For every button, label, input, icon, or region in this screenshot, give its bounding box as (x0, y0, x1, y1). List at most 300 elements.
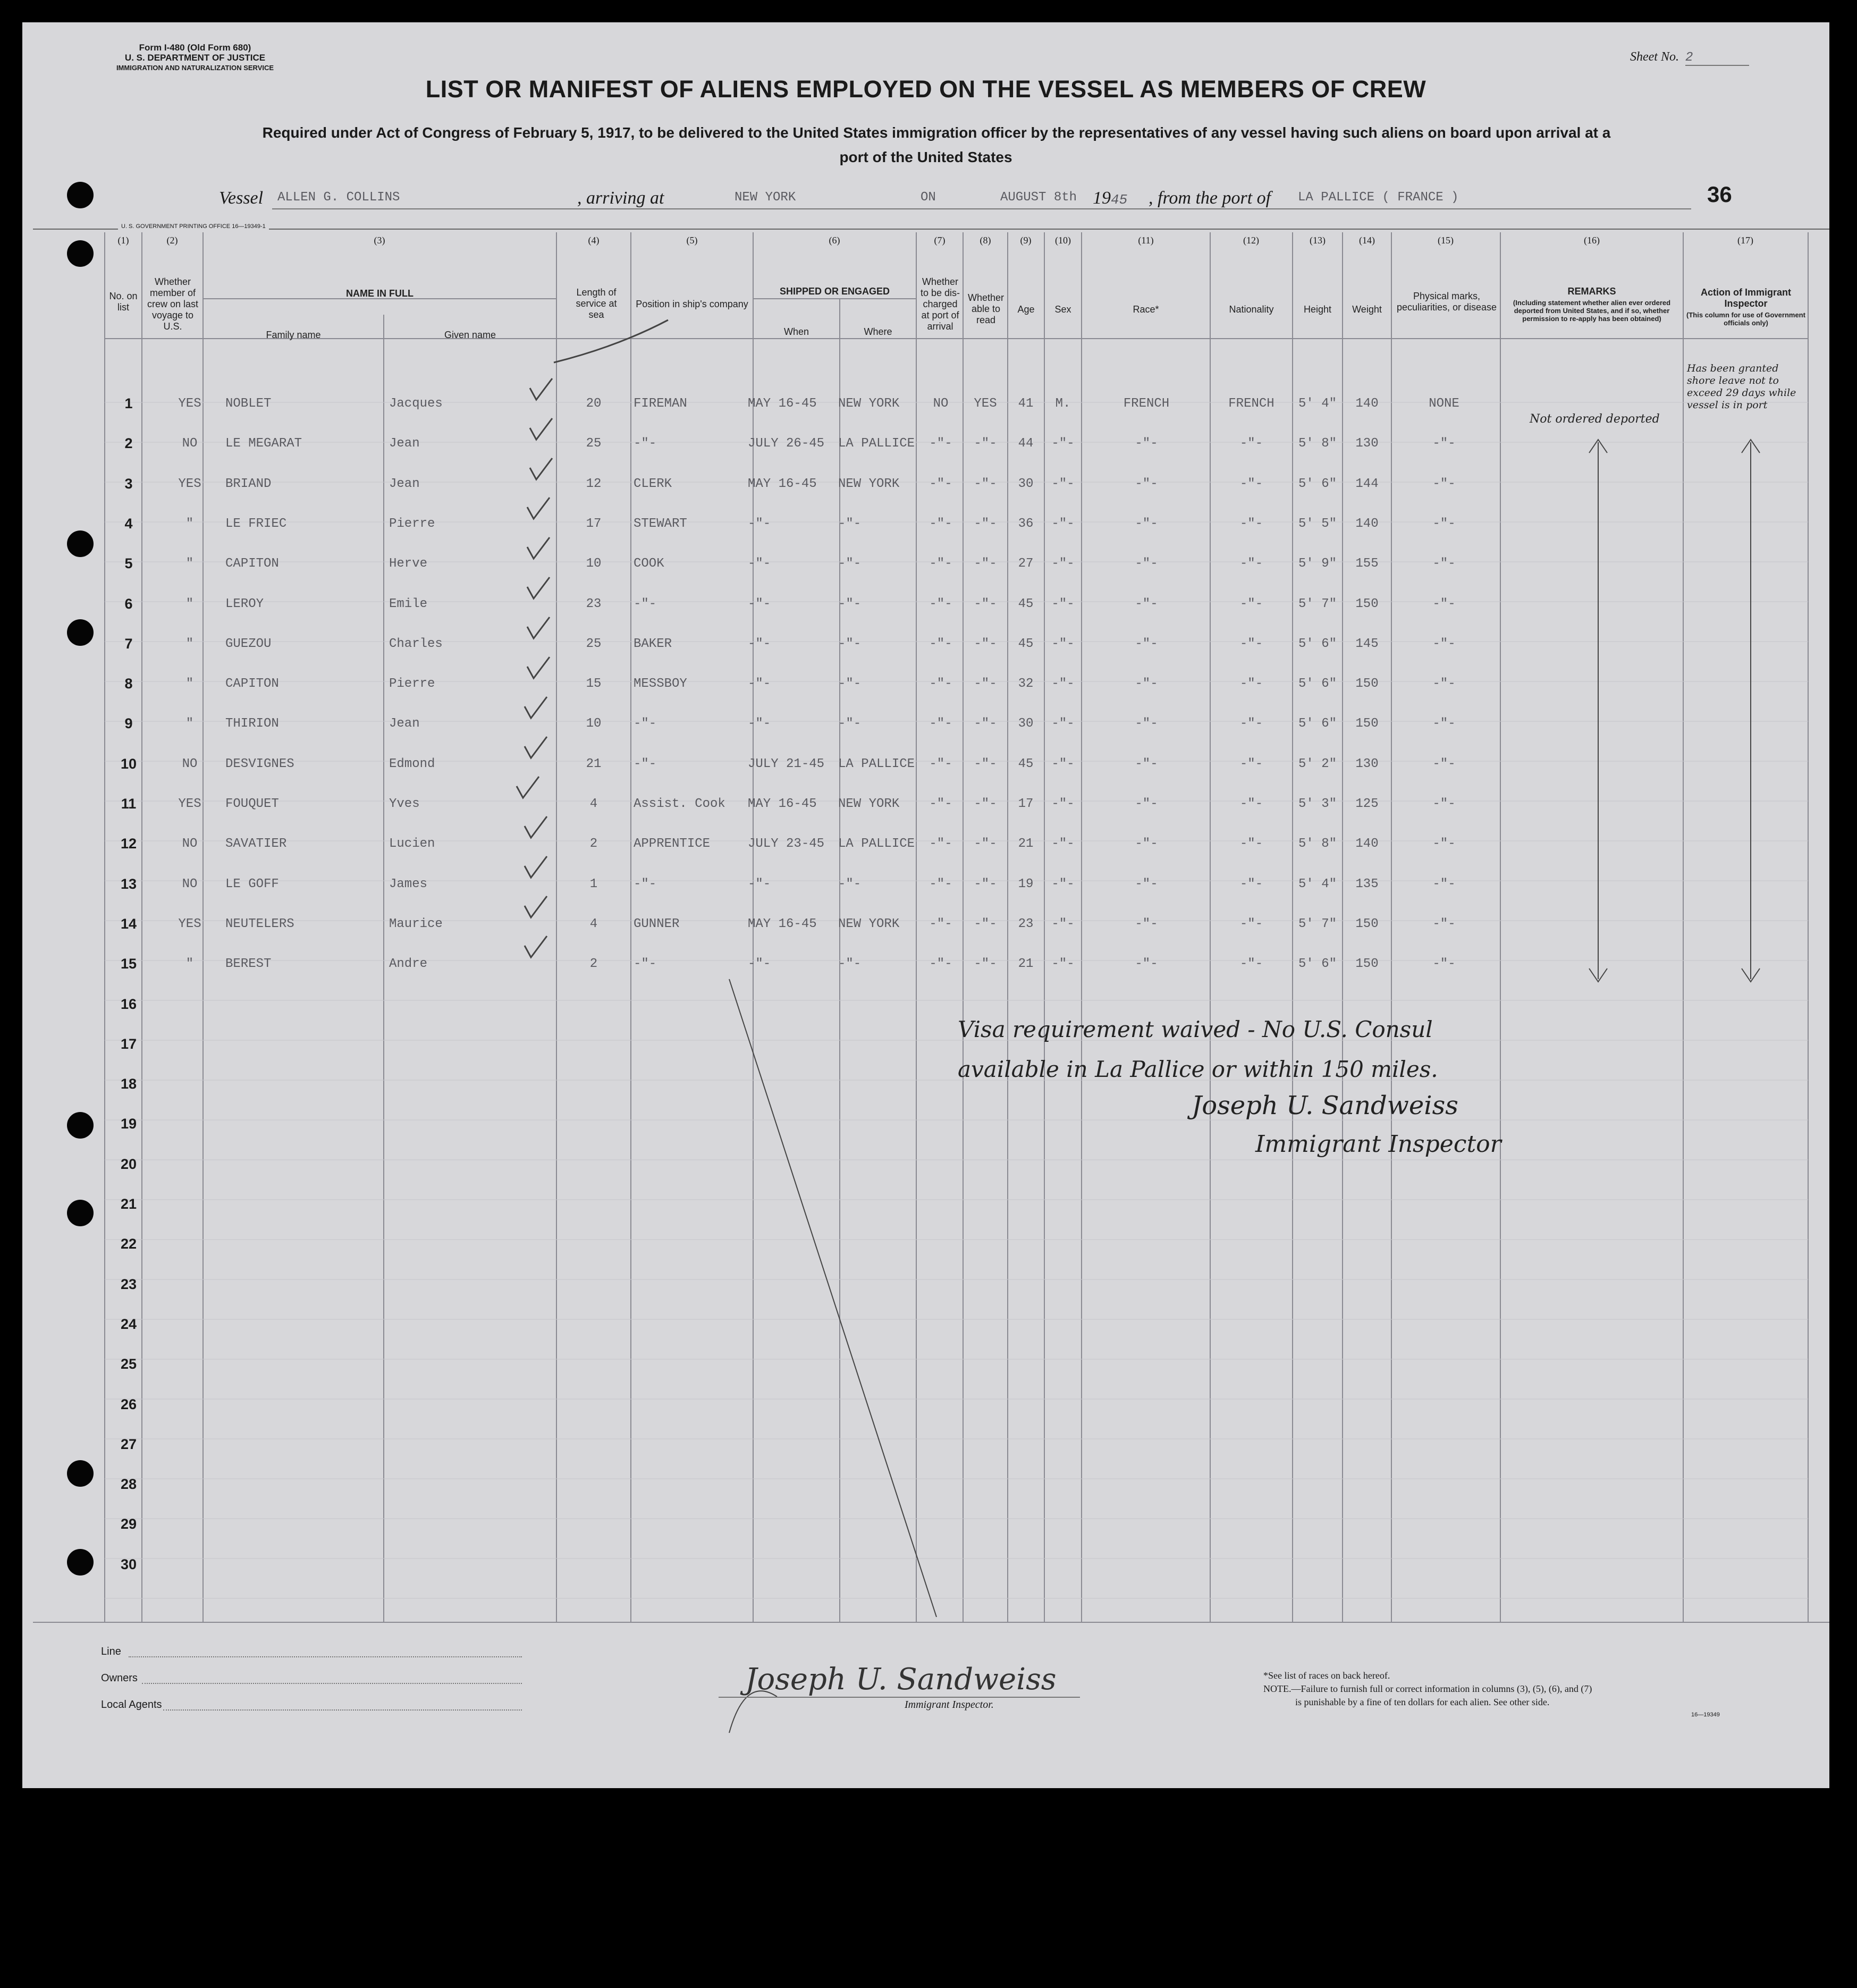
service-years-cell: 2 (589, 837, 598, 851)
nationality-cell: -"- (1239, 517, 1263, 531)
given-name-cell: James (389, 877, 428, 891)
given-name-cell: Jean (389, 477, 420, 491)
service-years-cell: 15 (586, 677, 602, 691)
race-cell: -"- (1135, 677, 1158, 691)
physical-marks-cell: -"- (1432, 677, 1456, 691)
age-cell: 32 (1018, 677, 1034, 691)
given-name-cell: Andre (389, 957, 428, 971)
header-discharged: Whether to be dis-charged at port of arrival (920, 276, 960, 332)
column-number: (12) (1243, 235, 1259, 246)
column-number: (16) (1584, 235, 1600, 246)
row-number: 21 (120, 1196, 137, 1212)
pencil-stroke (729, 979, 936, 1617)
service-years-cell: 21 (586, 757, 602, 771)
family-name-cell: CAPITON (225, 557, 279, 571)
shipped-where-cell: NEW YORK (838, 917, 900, 931)
nationality-cell: -"- (1239, 477, 1263, 491)
row-number: 20 (120, 1156, 137, 1172)
physical-marks-cell: -"- (1432, 436, 1456, 451)
vessel-label: Vessel (219, 188, 264, 208)
check-mark-icon (517, 777, 539, 798)
able-to-read-cell: -"- (974, 517, 997, 531)
header-physical-marks: Physical marks, peculiarities, or disease (1396, 291, 1497, 313)
shipped-where-cell: NEW YORK (838, 397, 900, 411)
weight-cell: 130 (1355, 436, 1379, 451)
weight-cell: 150 (1355, 917, 1379, 931)
race-cell: -"- (1135, 797, 1158, 811)
family-name-cell: NEUTELERS (225, 917, 294, 931)
shipped-when-cell: -"- (748, 677, 771, 691)
discharged-cell: -"- (929, 917, 952, 931)
column-number: (10) (1055, 235, 1071, 246)
nationality-cell: -"- (1239, 436, 1263, 451)
sex-cell: -"- (1051, 517, 1075, 531)
shipped-where-cell: LA PALLICE (838, 757, 915, 771)
weight-cell: 144 (1355, 477, 1379, 491)
family-name-cell: BEREST (225, 957, 272, 971)
age-cell: 44 (1018, 436, 1034, 451)
height-cell: 5' 9" (1298, 557, 1337, 571)
header-shipped-where: Where (864, 326, 892, 337)
discharged-cell: -"- (929, 837, 952, 851)
able-to-read-cell: -"- (974, 957, 997, 971)
discharged-cell: -"- (929, 797, 952, 811)
row-number: 24 (120, 1316, 137, 1332)
nationality-cell: -"- (1239, 677, 1263, 691)
sheet-number-label: Sheet No. (1630, 50, 1679, 64)
crew-status-cell: " (185, 637, 194, 651)
crew-status-cell: " (185, 717, 194, 731)
height-cell: 5' 6" (1298, 957, 1337, 971)
shipped-when-cell: MAY 16-45 (748, 477, 817, 491)
shipped-where-cell: LA PALLICE (838, 436, 915, 451)
height-cell: 5' 2" (1298, 757, 1337, 771)
service-years-cell: 2 (589, 957, 598, 971)
weight-cell: 150 (1355, 677, 1379, 691)
position-cell: -"- (634, 436, 657, 451)
sex-cell: -"- (1051, 757, 1075, 771)
discharged-cell: -"- (929, 677, 952, 691)
column-number: (17) (1737, 235, 1753, 246)
column-number: (9) (1020, 235, 1032, 246)
footer-form-code: 16—19349 (1691, 1712, 1720, 1718)
race-cell: -"- (1135, 557, 1158, 571)
nationality-cell: -"- (1239, 637, 1263, 651)
row-number: 16 (120, 996, 137, 1012)
visa-waiver-line-2: available in La Pallice or within 150 miles. (958, 1056, 1438, 1082)
service-years-cell: 25 (586, 637, 602, 651)
remarks-handwritten-note: Not ordered deported (1530, 412, 1660, 426)
column-number: (15) (1438, 235, 1454, 246)
nationality-cell: -"- (1239, 597, 1263, 611)
column-number: (8) (980, 235, 991, 246)
family-name-cell: LE MEGARAT (225, 436, 302, 451)
shipped-when-cell: -"- (748, 517, 771, 531)
crew-status-cell: YES (178, 397, 201, 411)
age-cell: 17 (1018, 797, 1034, 811)
row-number: 22 (120, 1236, 137, 1252)
given-name-cell: Yves (389, 797, 420, 811)
header-able-to-read: Whether able to read (967, 292, 1005, 325)
sex-cell: M. (1055, 397, 1071, 411)
shipped-when-cell: MAY 16-45 (748, 797, 817, 811)
crew-status-cell: NO (182, 436, 198, 451)
position-cell: -"- (634, 877, 657, 891)
row-number: 3 (124, 476, 133, 492)
position-cell: APPRENTICE (634, 837, 711, 851)
position-cell: STEWART (634, 517, 687, 531)
row-number: 1 (124, 395, 133, 411)
header-race: Race* (1133, 304, 1159, 315)
family-name-cell: BRIAND (225, 477, 272, 491)
row-number: 27 (120, 1436, 137, 1452)
weight-cell: 125 (1355, 797, 1379, 811)
physical-marks-cell: -"- (1432, 557, 1456, 571)
sex-cell: -"- (1051, 917, 1075, 931)
position-cell: MESSBOY (634, 677, 687, 691)
row-guide-lines (105, 402, 1808, 1598)
discharged-cell: -"- (929, 597, 952, 611)
column-number: (2) (166, 235, 178, 246)
position-cell: GUNNER (634, 917, 680, 931)
sex-cell: -"- (1051, 557, 1075, 571)
sex-cell: -"- (1051, 877, 1075, 891)
race-cell: -"- (1135, 517, 1158, 531)
check-mark-icon (530, 378, 552, 400)
inspector-handwritten-note: Has been granted shore leave not to exceed 29 days while vessel is in port (1687, 363, 1796, 411)
race-cell: -"- (1135, 837, 1158, 851)
remarks-arrow-icon (1589, 440, 1607, 982)
shipped-where-cell: NEW YORK (838, 477, 900, 491)
sex-cell: -"- (1051, 436, 1075, 451)
header-remarks: REMARKS (1567, 286, 1616, 297)
footer-owners-label (101, 1672, 138, 1684)
arriving-label: , arriving at (575, 188, 666, 208)
able-to-read-cell: -"- (974, 917, 997, 931)
height-cell: 5' 3" (1298, 797, 1337, 811)
service-name: IMMIGRATION AND NATURALIZATION SERVICE (116, 64, 274, 72)
sex-cell: -"- (1051, 677, 1075, 691)
shipped-where-cell: -"- (838, 717, 862, 731)
shipped-when-cell: MAY 16-45 (748, 917, 817, 931)
footer-agents-label (101, 1699, 162, 1711)
shipped-when-cell: JULY 23-45 (748, 837, 825, 851)
shipped-where-cell: -"- (838, 677, 862, 691)
given-name-cell: Maurice (389, 917, 443, 931)
header-inspector-note: (This column for use of Government officials only) (1686, 311, 1805, 327)
position-cell: -"- (634, 757, 657, 771)
weight-cell: 150 (1355, 957, 1379, 971)
height-cell: 5' 8" (1298, 837, 1337, 851)
given-name-cell: Emile (389, 597, 428, 611)
position-cell: Assist. Cook (634, 797, 725, 811)
able-to-read-cell: -"- (974, 597, 997, 611)
sheet-number-value: 2 (1685, 50, 1749, 66)
row-number: 10 (120, 756, 137, 772)
able-to-read-cell: -"- (974, 557, 997, 571)
given-name-cell: Jean (389, 717, 420, 731)
family-name-cell: LE GOFF (225, 877, 279, 891)
crew-status-cell: " (185, 597, 194, 611)
age-cell: 41 (1018, 397, 1034, 411)
discharged-cell: -"- (929, 477, 952, 491)
check-mark-icon (527, 617, 550, 638)
physical-marks-cell: -"- (1432, 517, 1456, 531)
shipped-when-cell: -"- (748, 717, 771, 731)
header-position: Position in ship's company (636, 299, 748, 309)
check-mark-icon (527, 657, 550, 678)
column-number: (4) (588, 235, 600, 246)
arrival-date: AUGUST 8th (1000, 190, 1077, 205)
able-to-read-cell: -"- (974, 877, 997, 891)
race-cell: -"- (1135, 717, 1158, 731)
shipped-where-cell: -"- (838, 877, 862, 891)
check-mark-icon (525, 896, 547, 917)
physical-marks-cell: -"- (1432, 917, 1456, 931)
footer-signature-caption: Immigrant Inspector. (905, 1699, 994, 1711)
given-name-cell: Jacques (389, 397, 443, 411)
pencil-stroke (554, 320, 668, 363)
header-age: Age (1017, 304, 1035, 315)
footer-agents-rule (163, 1709, 522, 1711)
crew-status-cell: " (185, 957, 194, 971)
family-name-cell: GUEZOU (225, 637, 272, 651)
physical-marks-cell: -"- (1432, 877, 1456, 891)
agents-label: Local Agents (101, 1699, 162, 1711)
check-mark-icon (525, 936, 547, 957)
footer-signature-rule (719, 1697, 1080, 1698)
nationality-cell: -"- (1239, 917, 1263, 931)
page-title: LIST OR MANIFEST OF ALIENS EMPLOYED ON THE VESSEL AS MEMBERS OF CREW (425, 75, 1426, 103)
family-name-cell: LEROY (225, 597, 264, 611)
physical-marks-cell: -"- (1432, 717, 1456, 731)
check-mark-icon (525, 856, 547, 878)
weight-cell: 145 (1355, 637, 1379, 651)
row-number: 11 (121, 796, 137, 812)
service-years-cell: 12 (586, 477, 602, 491)
shipped-where-cell: LA PALLICE (838, 837, 915, 851)
printing-office: U. S. GOVERNMENT PRINTING OFFICE 16—19349-1 (118, 223, 269, 230)
age-cell: 21 (1018, 957, 1034, 971)
row-number: 29 (120, 1516, 137, 1532)
able-to-read-cell: -"- (974, 797, 997, 811)
race-cell: FRENCH (1123, 397, 1170, 411)
service-years-cell: 10 (586, 557, 602, 571)
given-name-cell: Pierre (389, 517, 435, 531)
position-cell: FIREMAN (634, 397, 687, 411)
nationality-cell: -"- (1239, 797, 1263, 811)
able-to-read-cell: -"- (974, 637, 997, 651)
sex-cell: -"- (1051, 637, 1075, 651)
header-nationality: Nationality (1229, 304, 1274, 315)
age-cell: 21 (1018, 837, 1034, 851)
height-cell: 5' 8" (1298, 436, 1337, 451)
service-years-cell: 4 (589, 917, 598, 931)
header-remarks-note: (Including statement whether alien ever ordered deported from United States, and if so, whether permission to re-apply has been obtained) (1513, 299, 1671, 323)
manifest-sheet (22, 22, 1829, 1788)
discharged-cell: NO (933, 397, 949, 411)
height-cell: 5' 4" (1298, 877, 1337, 891)
discharged-cell: -"- (929, 757, 952, 771)
from-port: LA PALLICE ( FRANCE ) (1298, 190, 1459, 205)
nationality-cell: FRENCH (1228, 397, 1274, 411)
able-to-read-cell: -"- (974, 436, 997, 451)
age-cell: 19 (1018, 877, 1034, 891)
row-number: 17 (120, 1036, 137, 1052)
service-years-cell: 23 (586, 597, 602, 611)
header-service-at-sea: Length of service at sea (576, 287, 617, 320)
age-cell: 27 (1018, 557, 1034, 571)
arriving-port: NEW YORK (735, 190, 796, 205)
department-name: U. S. DEPARTMENT OF JUSTICE (124, 53, 266, 63)
service-years-cell: 20 (586, 397, 602, 411)
row-number: 9 (124, 715, 133, 731)
able-to-read-cell: -"- (974, 717, 997, 731)
row-number: 30 (120, 1556, 137, 1572)
shipped-where-cell: -"- (838, 957, 862, 971)
shipped-when-cell: -"- (748, 597, 771, 611)
age-cell: 45 (1018, 757, 1034, 771)
check-mark-icon (525, 697, 547, 718)
position-cell: COOK (634, 557, 664, 571)
row-number: 23 (120, 1276, 137, 1292)
crew-status-cell: " (185, 557, 194, 571)
check-mark-icon (527, 537, 550, 559)
discharged-cell: -"- (929, 717, 952, 731)
crew-status-cell: NO (182, 757, 198, 771)
crew-status-cell: YES (178, 477, 201, 491)
vessel-name: ALLEN G. COLLINS (277, 190, 400, 205)
weight-cell: 140 (1355, 837, 1379, 851)
footer-line-label (101, 1646, 121, 1658)
header-sex: Sex (1054, 304, 1071, 315)
family-name-cell: THIRION (225, 717, 279, 731)
sex-cell: -"- (1051, 797, 1075, 811)
column-number: (14) (1359, 235, 1375, 246)
footer-line-rule (129, 1656, 522, 1657)
weight-cell: 155 (1355, 557, 1379, 571)
race-cell: -"- (1135, 477, 1158, 491)
family-name-cell: LE FRIEC (225, 517, 287, 531)
height-cell: 5' 7" (1298, 917, 1337, 931)
family-name-cell: DESVIGNES (225, 757, 294, 771)
header-height: Height (1303, 304, 1332, 315)
column-number: (13) (1310, 235, 1326, 246)
row-number: 5 (124, 555, 133, 571)
footer-signature: Joseph U. Sandweiss (745, 1662, 1057, 1697)
given-name-cell: Lucien (389, 837, 435, 851)
age-cell: 45 (1018, 597, 1034, 611)
subtitle-line-2: port of the United States (839, 149, 1012, 165)
subtitle-line-1: Required under Act of Congress of February 5, 1917, to be delivered to the United States immigration officer by the representatives of any vessel having such aliens on board upon arrival at a (262, 124, 1611, 141)
nationality-cell: -"- (1239, 757, 1263, 771)
owners-label: Owners (101, 1672, 138, 1684)
given-name-cell: Charles (389, 637, 443, 651)
check-mark-icon (525, 737, 547, 758)
sex-cell: -"- (1051, 477, 1075, 491)
year-prefix: 19 (1093, 188, 1111, 208)
age-cell: 36 (1018, 517, 1034, 531)
service-years-cell: 25 (586, 436, 602, 451)
weight-cell: 150 (1355, 597, 1379, 611)
shipped-when-cell: -"- (748, 957, 771, 971)
physical-marks-cell: NONE (1429, 397, 1459, 411)
header-crew-last-voyage: Whether member of crew on last voyage to U.S. (147, 276, 199, 332)
physical-marks-cell: -"- (1432, 797, 1456, 811)
race-cell: -"- (1135, 917, 1158, 931)
shipped-when-cell: JULY 21-45 (748, 757, 825, 771)
physical-marks-cell: -"- (1432, 477, 1456, 491)
row-number: 26 (120, 1396, 137, 1412)
row-number: 25 (120, 1356, 137, 1372)
height-cell: 5' 5" (1298, 517, 1337, 531)
row-number: 18 (120, 1076, 137, 1092)
check-mark-icon (527, 577, 550, 599)
check-mark-icon (530, 418, 552, 440)
shipped-when-cell: JULY 26-45 (748, 436, 825, 451)
height-cell: 5' 7" (1298, 597, 1337, 611)
year-suffix: 45 (1111, 192, 1128, 208)
physical-marks-cell: -"- (1432, 757, 1456, 771)
height-cell: 5' 6" (1298, 717, 1337, 731)
sex-cell: -"- (1051, 957, 1075, 971)
check-mark-icon (530, 458, 552, 479)
footer-owners-rule (142, 1683, 522, 1684)
discharged-cell: -"- (929, 637, 952, 651)
discharged-cell: -"- (929, 877, 952, 891)
inspector-signature-title: Immigrant Inspector (1255, 1131, 1501, 1158)
header-list-number: No. on list (109, 291, 138, 313)
shipped-where-cell: -"- (838, 557, 862, 571)
column-number: (6) (829, 235, 840, 246)
shipped-where-cell: NEW YORK (838, 797, 900, 811)
able-to-read-cell: YES (974, 397, 997, 411)
age-cell: 23 (1018, 917, 1034, 931)
form-number: Form I-480 (Old Form 680) (139, 43, 251, 53)
arrival-on: ON (921, 190, 936, 205)
row-number: 4 (124, 516, 133, 532)
family-name-cell: CAPITON (225, 677, 279, 691)
position-cell: BAKER (634, 637, 672, 651)
row-number: 6 (124, 596, 133, 612)
column-number: (11) (1138, 235, 1154, 246)
check-mark-icon (527, 498, 550, 519)
age-cell: 45 (1018, 637, 1034, 651)
inspector-arrow-icon (1742, 440, 1760, 982)
header-shipped-engaged: SHIPPED OR ENGAGED (779, 286, 890, 297)
nationality-cell: -"- (1239, 957, 1263, 971)
header-name-in-full: NAME IN FULL (346, 288, 413, 299)
able-to-read-cell: -"- (974, 677, 997, 691)
given-name-cell: Herve (389, 557, 428, 571)
row-number: 13 (120, 876, 137, 892)
page-number: 36 (1707, 182, 1732, 207)
shipped-where-cell: -"- (838, 637, 862, 651)
race-cell: -"- (1135, 637, 1158, 651)
row-number: 15 (120, 956, 137, 972)
physical-marks-cell: -"- (1432, 957, 1456, 971)
nationality-cell: -"- (1239, 557, 1263, 571)
physical-marks-cell: -"- (1432, 637, 1456, 651)
header-shipped-when: When (783, 326, 809, 337)
header-inspector-action: Action of Immigrant Inspector (1701, 287, 1791, 309)
shipped-where-cell: -"- (838, 517, 862, 531)
row-number: 12 (120, 836, 137, 852)
able-to-read-cell: -"- (974, 477, 997, 491)
crew-status-cell: YES (178, 917, 201, 931)
column-number: (1) (117, 235, 129, 246)
header-family-name: Family name (266, 330, 321, 340)
